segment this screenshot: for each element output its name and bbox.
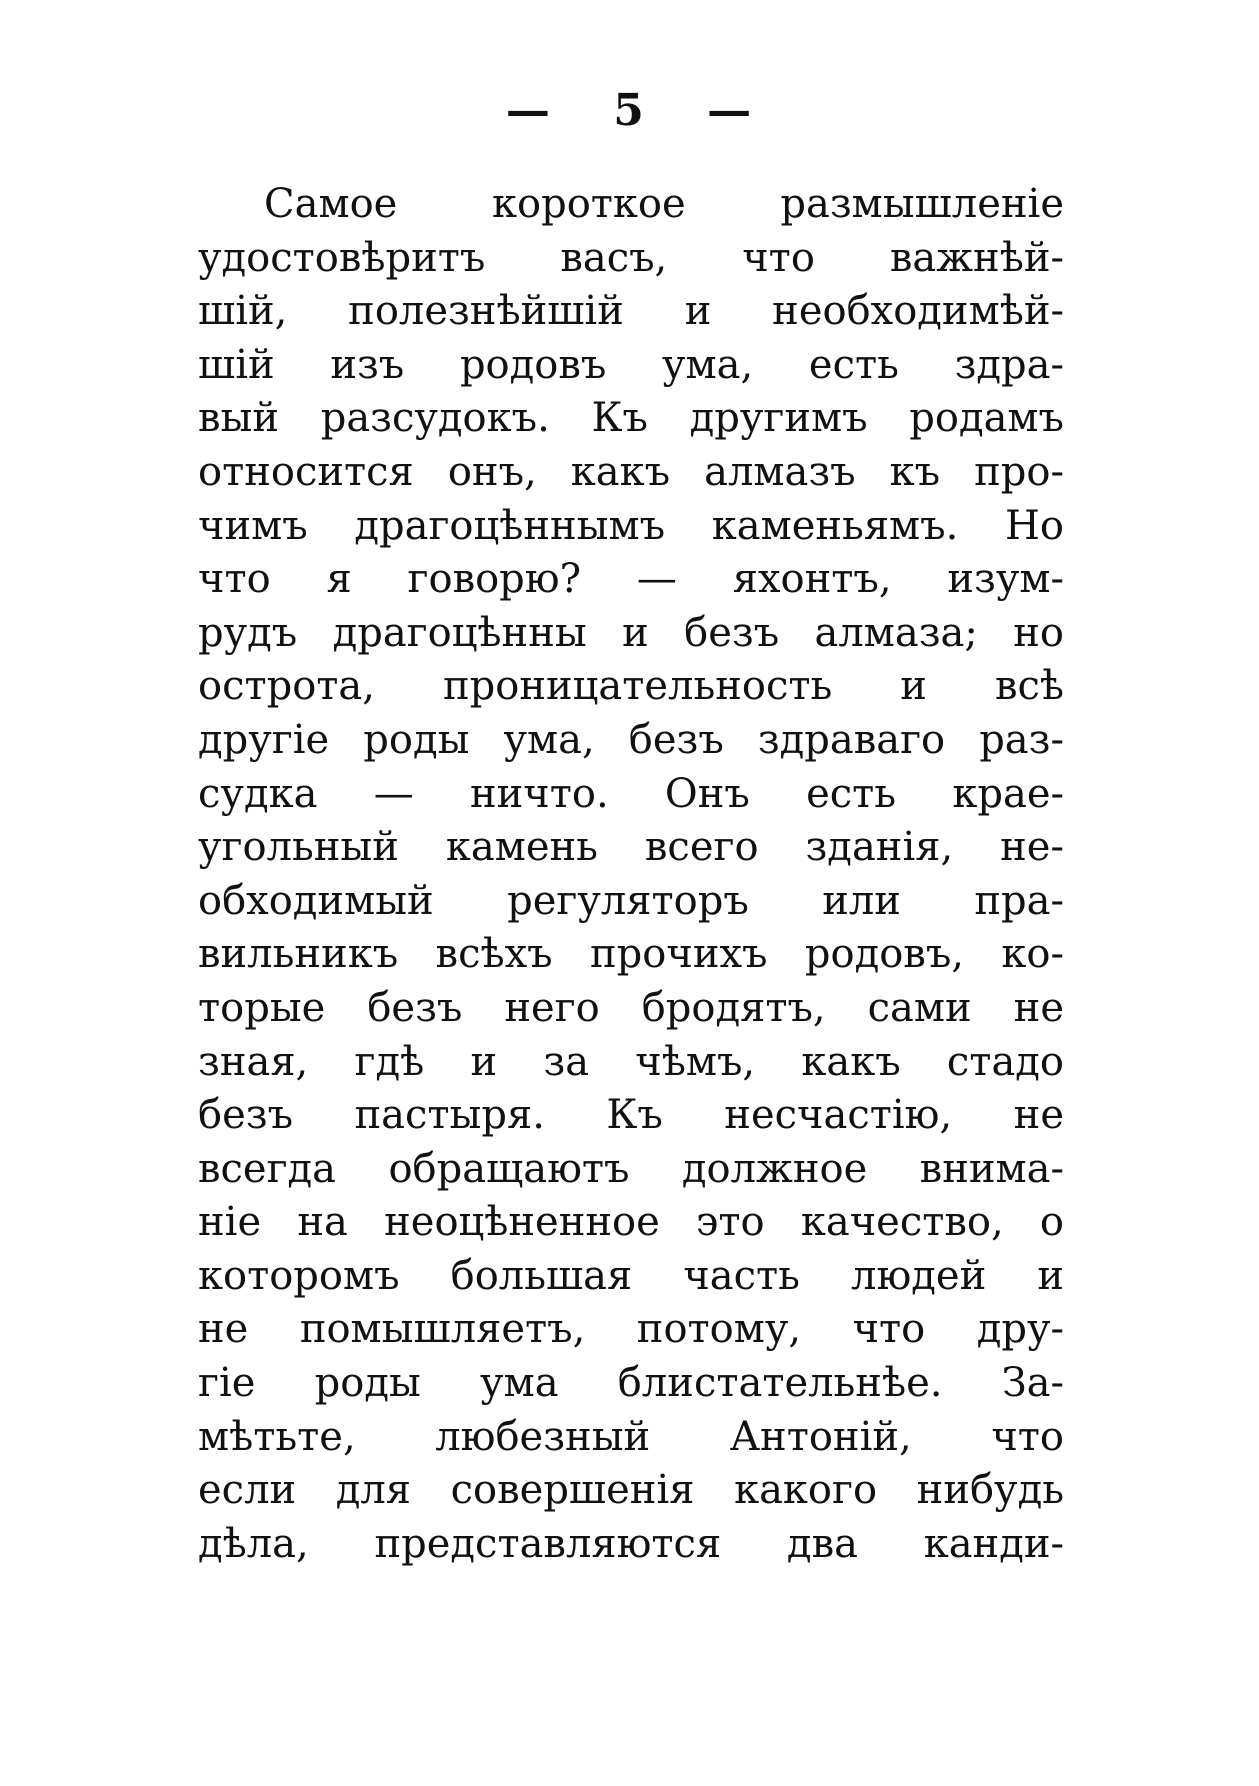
text-line-20: ніе на неоцѣненное это качество, о — [198, 1199, 1064, 1246]
text-line-22: не помышляетъ, потому, что дру- — [198, 1306, 1064, 1353]
text-line-6: относится онъ, какъ алмазъ къ про- — [198, 448, 1064, 495]
text-line-12: судка — ничто. Онъ есть крае- — [198, 770, 1064, 817]
text-line-8: что я говорю? — яхонтъ, изум- — [198, 556, 1064, 603]
text-line-14: обходимый регуляторъ или пра- — [198, 877, 1064, 924]
text-line-21: которомъ большая часть людей и — [198, 1252, 1064, 1299]
header-dash-left: — — [505, 84, 552, 136]
text-line-26: дѣла, представляются два канди- — [198, 1520, 1064, 1567]
page-header — [0, 78, 1259, 141]
text-line-15: вильникъ всѣхъ прочихъ родовъ, ко- — [198, 931, 1064, 978]
text-line-16: торые безъ него бродятъ, сами не — [198, 984, 1064, 1031]
header-dash-right: — — [707, 84, 754, 136]
page-number: 5 — [613, 84, 646, 136]
text-line-17: зная, гдѣ и за чѣмъ, какъ стадо — [198, 1038, 1064, 1085]
text-line-3: шій, полезнѣйшій и необходимѣй- — [198, 288, 1064, 335]
text-line-7: чимъ драгоцѣннымъ каменьямъ. Но — [198, 502, 1064, 549]
text-line-1: Самое короткое размышленіе — [264, 181, 1064, 227]
text-line-18: безъ пастыря. Къ несчастію, не — [198, 1092, 1064, 1139]
text-line-9: рудъ драгоцѣнны и безъ алмаза; но — [198, 609, 1064, 656]
text-line-2: удостовѣритъ васъ, что важнѣй- — [198, 234, 1064, 281]
text-line-25: если для совершенія какого нибудь — [198, 1467, 1064, 1514]
text-line-24: мѣтьте, любезный Антоній, что — [198, 1413, 1064, 1460]
text-line-5: вый разсудокъ. Къ другимъ родамъ — [198, 395, 1064, 442]
text-line-4: шій изъ родовъ ума, есть здра- — [198, 341, 1064, 388]
body-text — [198, 178, 1064, 1571]
text-line-13: угольный камень всего зданія, не- — [198, 824, 1064, 871]
text-line-11: другіе роды ума, безъ здраваго раз- — [198, 716, 1064, 763]
text-line-10: острота, проницательность и всѣ — [198, 663, 1064, 710]
text-line-23: гіе роды ума блистательнѣе. За- — [198, 1360, 1064, 1407]
text-line-19: всегда обращаютъ должное внима- — [198, 1145, 1064, 1192]
